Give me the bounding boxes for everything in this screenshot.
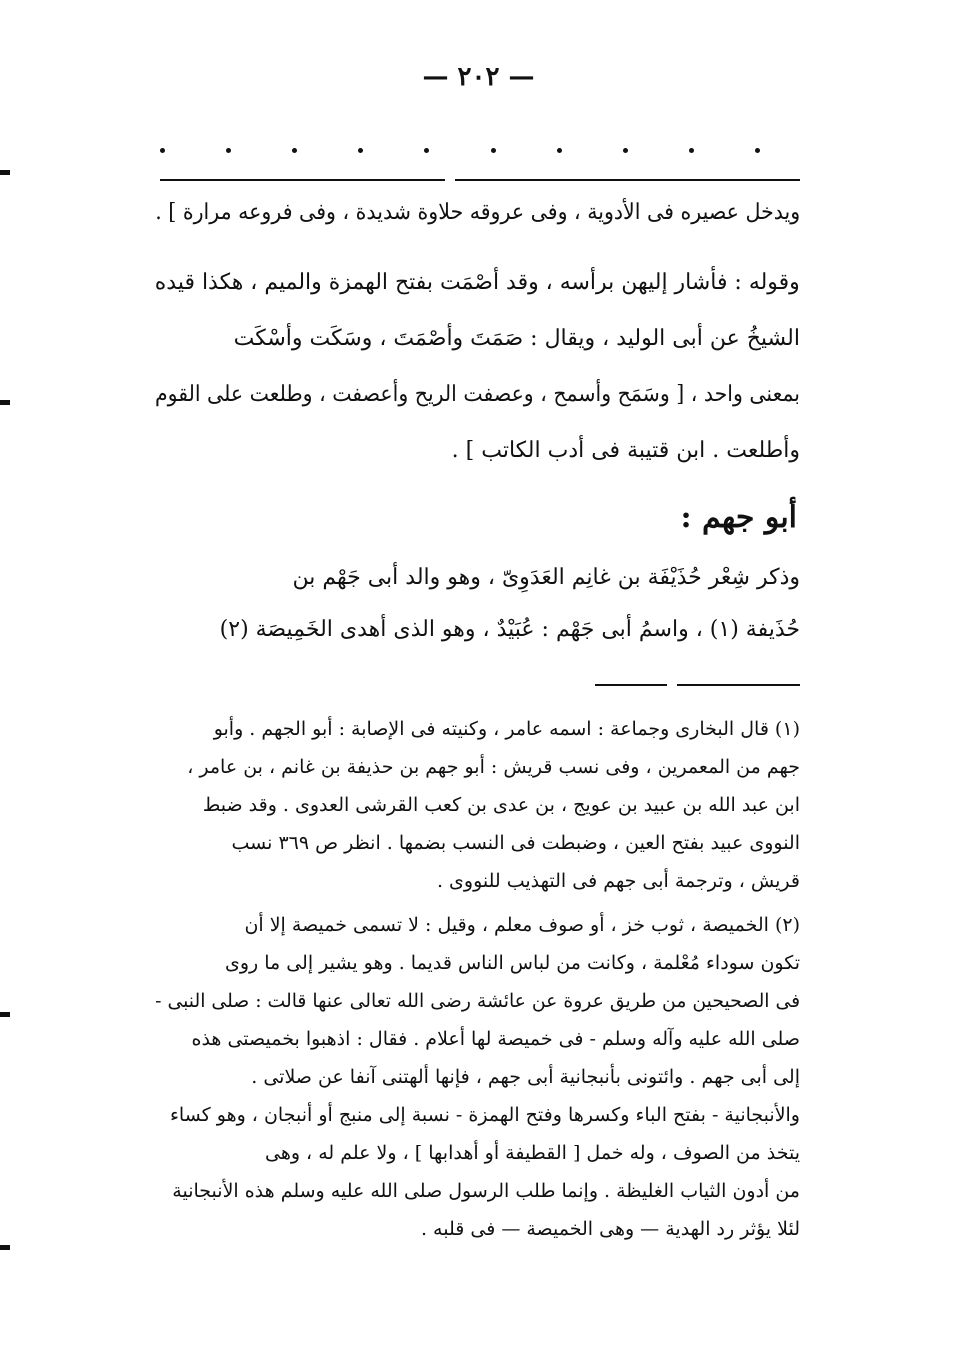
ornament-dot	[755, 148, 760, 153]
footnote-line: يتخذ من الصوف ، وله خمل [ القطيفة أو أهدابها ] ، ولا علم له ، وهى	[264, 1142, 800, 1164]
main-text-lower	[155, 563, 800, 663]
footnote-line: النووى عبيد بفتح العين ، وضبطت فى النسب بضمها . انظر ص ٣٦٩ نسب	[231, 832, 800, 854]
scan-edge-mark	[0, 1012, 10, 1017]
ornament-dot	[358, 148, 363, 153]
ornament-dot	[226, 148, 231, 153]
top-rule-left	[160, 179, 445, 181]
ornament-dot	[689, 148, 694, 153]
footnote-line: (٢) الخميصة ، ثوب خز ، أو صوف معلم ، وقيل : لا تسمى خميصة إلا أن	[244, 914, 800, 936]
main-line: وأطلعت . ابن قتيبة فى أدب الكاتب ] .	[451, 438, 800, 463]
main-line: حُذَيفة (١) ، واسمُ أبى جَهْم : عُبَيْدٌ ، وهو الذى أهدى الخَمِيصَة (٢)	[219, 617, 800, 642]
main-line: وقوله : فأشار إليهن برأسه ، وقد أصْمَت بفتح الهمزة والميم ، هكذا قيده	[155, 270, 800, 295]
top-rule-right	[455, 179, 800, 181]
section-heading: أبو جهم :	[680, 500, 797, 535]
main-line: الشيخُ عن أبى الوليد ، ويقال : صَمَتَ وأصْمَتَ ، وسَكَت وأسْكَت	[233, 326, 800, 351]
main-text-upper	[155, 198, 800, 478]
main-line: وذكر شِعْر حُذَيْفَة بن غانِم العَدَوِىّ ، وهو والد أبى جَهْم بن	[292, 565, 800, 590]
scan-edge-mark	[0, 170, 10, 175]
ornament-dot	[491, 148, 496, 153]
footnote-line: والأنبجانية - بفتح الباء وكسرها وفتح الهمزة - نسبة إلى منبج أو أنبجان ، وهو كساء	[170, 1104, 800, 1126]
footnote-line: تكون سوداء مُعْلمة ، وكانت من لباس الناس قديما . وهو يشير إلى ما روى	[224, 952, 800, 974]
page-number: — ٢٠٢ —	[422, 62, 535, 92]
ornament-dots	[160, 140, 760, 160]
ornament-dot	[160, 148, 165, 153]
footnote-line: جهم من المعمرين ، وفى نسب قريش : أبو جهم بن حذيفة بن غانم ، بن عامر ،	[187, 756, 800, 778]
footnote-line: صلى الله عليه وآله وسلم - فى خميصة لها أعلام . فقال : اذهبوا بخميصتى هذه	[191, 1028, 800, 1050]
ornament-dot	[292, 148, 297, 153]
scan-edge-mark	[0, 400, 10, 405]
footnote-line: (١) قال البخارى وجماعة : اسمه عامر ، وكنيته فى الإصابة : أبو الجهم . وأبو	[213, 718, 800, 740]
scan-edge-mark	[0, 1245, 10, 1250]
ornament-dot	[557, 148, 562, 153]
footnote-line: من أدون الثياب الغليظة . وإنما طلب الرسول صلى الله عليه وسلم هذه الأنبجانية	[172, 1180, 800, 1202]
main-line: ويدخل عصيره فى الأدوية ، وفى عروقه حلاوة شديدة ، وفى فروعه مرارة ] .	[155, 200, 800, 225]
ornament-dot	[424, 148, 429, 153]
footnote-line: ابن عبد الله بن عبيد بن عويج ، بن عدى بن كعب القرشى العدوى . وقد ضبط	[202, 794, 800, 816]
footnote-line: إلى أبى جهم . وائتونى بأنبجانية أبى جهم ، فإنها ألهتنى آنفا عن صلاتى .	[251, 1066, 800, 1088]
footnote-rule-right	[677, 684, 800, 686]
footnote-line: قريش ، وترجمة أبى جهم فى التهذيب للنووى .	[436, 870, 800, 892]
footnotes	[155, 716, 800, 1296]
footnote-line: فى الصحيحين من طريق عروة عن عائشة رضى الله تعالى عنها قالت : صلى النبى -	[155, 990, 800, 1012]
main-line: بمعنى واحد ، [ وسَمَح وأسمح ، وعصفت الريح وأعصفت ، وطلعت على القوم	[155, 382, 800, 407]
footnote-line: لئلا يؤثر رد الهدية — وهى الخميصة — فى قلبه .	[420, 1218, 800, 1240]
ornament-dot	[623, 148, 628, 153]
footnote-rule-left	[595, 684, 667, 686]
